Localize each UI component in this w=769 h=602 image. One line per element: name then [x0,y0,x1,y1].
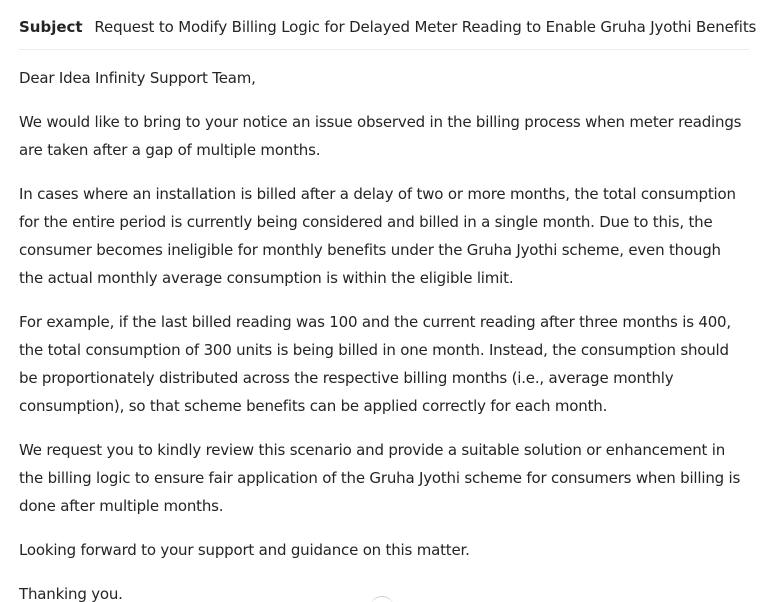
email-paragraph-5: Looking forward to your support and guidance on this matter. [19,541,470,559]
subject-label: Subject [19,18,83,36]
email-greeting: Dear Idea Infinity Support Team, [19,69,256,87]
subject-row [19,14,757,40]
subject-divider [19,49,749,50]
email-paragraph-1: We would like to bring to your notice an issue observed in the billing process when meter readings are taken after a gap of multiple months. [19,113,742,159]
email-closing: Thanking you. [19,585,123,602]
subject-text[interactable]: Request to Modify Billing Logic for Delayed Meter Reading to Enable Gruha Jyothi Benefits [94,18,757,36]
email-paragraph-4: We request you to kindly review this scenario and provide a suitable solution or enhancement in the billing logic to ensure fair application of the Gruha Jyothi scheme for consumers when billing is done after multiple months. [19,441,741,515]
email-paragraph-3: For example, if the last billed reading was 100 and the current reading after three months is 400, the total consumption of 300 units is being billed in one month. Instead, the consumption should be proportionately distributed across the respective billing months (i.e., average monthly consumption), so that scheme benefits can be applied correctly for each month. [19,313,731,415]
email-paragraph-2: In cases where an installation is billed after a delay of two or more months, the total consumption for the entire period is currently being considered and billed in a single month. Due to this, the consumer becomes ineligible for monthly benefits under the Gruha Jyothi scheme, even though the actual monthly average consumption is within the eligible limit. [19,185,736,287]
